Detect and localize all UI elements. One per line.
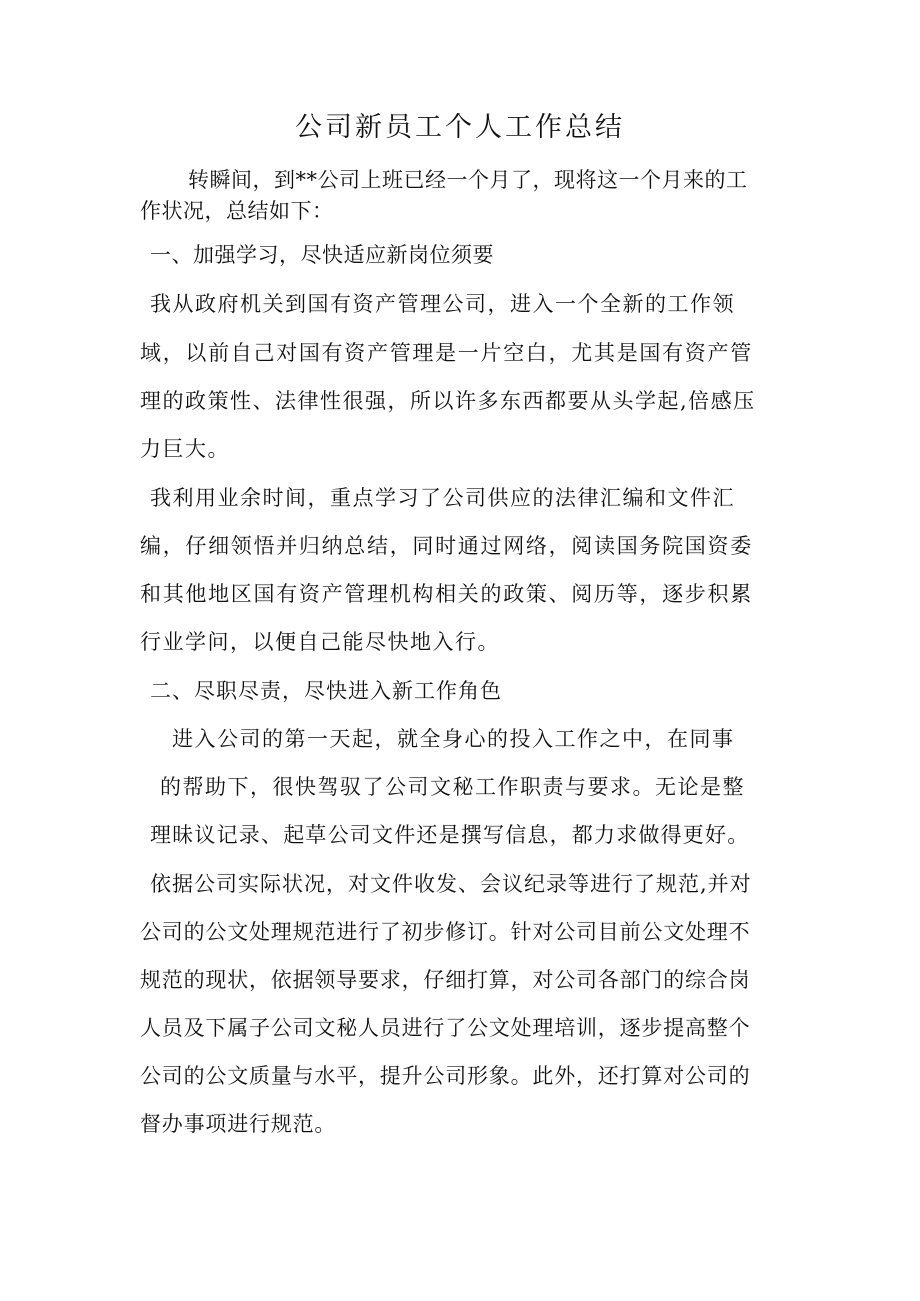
paragraph-line: 规范的现状，依据领导要求，仔细打算，对公司各部门的综合岗	[140, 968, 751, 992]
paragraph-line: 督办事项进行规范。	[140, 1112, 337, 1136]
section-heading: 二、尽职尽责，尽快进入新工作角色	[150, 679, 502, 703]
paragraph-line: 作状况，总结如下：	[140, 199, 334, 223]
paragraph-line: 编，仔细领悟并归纳总结，同时通过网络，阅读国务院国资委	[140, 534, 753, 558]
paragraph-line: 理昧议记录、起草公司文件还是撰写信息，都力求做得更好。	[150, 823, 750, 847]
paragraph-line: 行业学问，以便自己能尽快地入行。	[140, 630, 500, 654]
paragraph-line: 人员及下属子公司文秘人员进行了公文处理培训，逐步提高整个	[140, 1016, 751, 1040]
paragraph-line: 理的政策性、法律性很强，所以许多东西都要从头学起,倍感压	[140, 389, 756, 413]
paragraph-line: 我利用业余时间，重点学习了公司供应的法律汇编和文件汇	[150, 486, 735, 510]
paragraph-line: 进入公司的第一天起，就全身心的投入工作之中，在同事	[172, 727, 735, 751]
paragraph-line: 域，以前自己对国有资产管理是一片空白，尤其是国有资产管	[140, 341, 753, 365]
paragraph-line: 公司的公文质量与水平，提升公司形象。此外，还打算对公司的	[140, 1064, 751, 1088]
paragraph-line: 和其他地区国有资产管理机构相关的政策、阅历等，逐步积累	[140, 582, 753, 606]
paragraph-line: 我从政府机关到国有资产管理公司，进入一个全新的工作领	[150, 292, 735, 316]
paragraph-line: 的帮助下，很快驾驭了公司文秘工作职责与要求。无论是整	[160, 775, 745, 799]
paragraph-line: 公司的公文处理规范进行了初步修订。针对公司目前公文处理不	[140, 920, 751, 944]
document-title: 公司新员工个人工作总结	[295, 112, 625, 143]
paragraph-line: 依据公司实际状况，对文件收发、会议纪录等进行了规范,并对	[150, 872, 752, 896]
paragraph-line: 力巨大。	[140, 437, 230, 461]
paragraph-line: 转瞬间，到**公司上班已经一个月了，现将这一个月来的工	[188, 168, 748, 192]
section-heading: 一、加强学习，尽快适应新岗位须要	[150, 243, 494, 267]
